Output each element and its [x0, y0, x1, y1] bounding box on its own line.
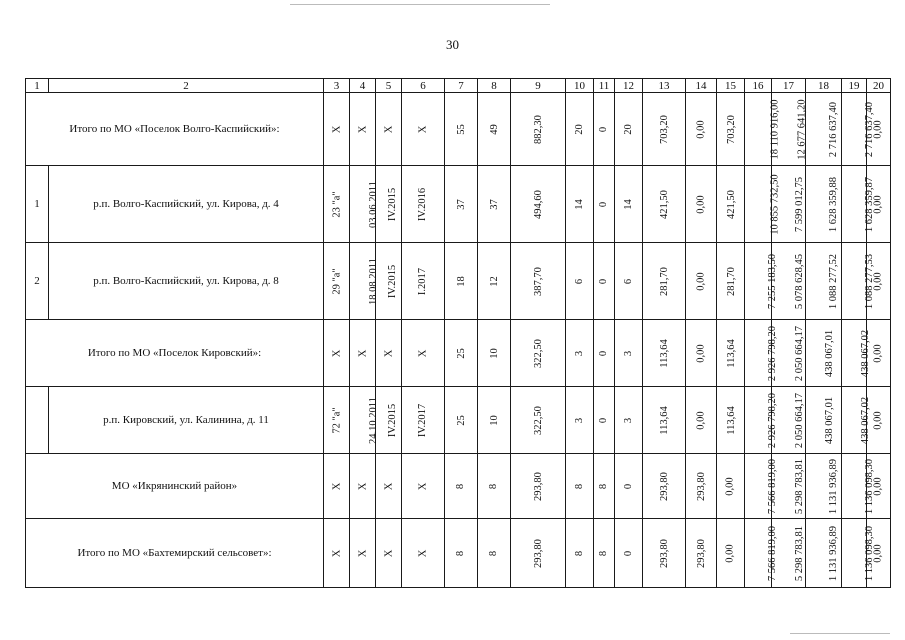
cell-text: 293,80 [658, 539, 670, 568]
cell-text: IV.2015 [387, 187, 399, 222]
value-cell [445, 320, 478, 387]
cell-text: 0,00 [695, 344, 707, 363]
table-row [26, 387, 891, 454]
column-number: 1 [26, 79, 49, 93]
cell-text: X [417, 549, 429, 558]
address-cell: р.п. Волго-Каспийский, ул. Кирова, д. 4 [49, 166, 324, 243]
cell-text: 281,70 [725, 267, 737, 296]
row-number [26, 387, 49, 454]
cell-text: 494,60 [532, 190, 544, 219]
column-number: 3 [324, 79, 350, 93]
value-cell [842, 387, 872, 454]
value-cell [806, 387, 842, 454]
cell-text: 703,20 [725, 115, 737, 144]
total-row [26, 454, 891, 519]
cell-text: 113,64 [725, 406, 737, 435]
column-number: 10 [566, 79, 594, 93]
cell-text: 5 298 783,81 [794, 525, 806, 582]
value-cell [842, 93, 876, 166]
column-number: 17 [772, 79, 806, 93]
value-cell [717, 93, 745, 166]
cell-text: 20 [574, 124, 585, 135]
value-cell [594, 320, 615, 387]
total-row [26, 93, 891, 166]
value-cell [324, 454, 350, 519]
cell-text: 387,70 [532, 267, 544, 296]
cell-text: IV.2015 [387, 264, 399, 299]
cell-text: 10 [488, 415, 500, 426]
cell-text: X [383, 125, 394, 134]
value-cell [842, 166, 876, 243]
value-cell [350, 320, 376, 387]
value-cell [376, 454, 402, 519]
value-cell [643, 93, 686, 166]
cell-text: 03.06.2011 [367, 181, 379, 228]
column-number: 11 [594, 79, 615, 93]
page-number: 30 [446, 37, 459, 52]
column-number: 14 [686, 79, 717, 93]
cell-text: 8 [574, 550, 585, 557]
cell-text: 0,00 [873, 120, 884, 139]
value-cell [324, 387, 350, 454]
cell-text: 2 716 637,40 [864, 101, 876, 158]
value-cell [402, 387, 445, 454]
register-table [25, 78, 891, 588]
cell-text: 6 [623, 278, 634, 285]
cell-text: 438 067,02 [860, 396, 872, 445]
cell-text: 703,20 [658, 115, 670, 144]
value-cell [350, 243, 379, 320]
value-cell [376, 387, 402, 454]
cell-text: 7 566 819,00 [767, 525, 779, 582]
cell-text: 322,50 [532, 339, 544, 368]
cell-text: I.2017 [417, 267, 429, 296]
table-body [26, 79, 891, 588]
cell-text: 72 "а" [331, 407, 343, 434]
value-cell [806, 93, 842, 166]
cell-text: 24.10.2011 [367, 397, 379, 444]
value-cell [745, 93, 781, 166]
cell-text: X [357, 349, 368, 358]
value-cell [478, 454, 511, 519]
value-cell [717, 454, 745, 519]
value-cell [324, 166, 350, 243]
value-cell [643, 243, 686, 320]
cell-text: 0 [598, 126, 610, 133]
column-number: 16 [745, 79, 772, 93]
cell-text: 421,50 [658, 190, 670, 219]
cell-text: 0,00 [695, 120, 707, 139]
value-cell [717, 519, 745, 588]
value-cell [615, 93, 643, 166]
value-cell [376, 519, 402, 588]
value-cell [445, 454, 478, 519]
value-cell [594, 166, 615, 243]
value-cell [745, 519, 779, 588]
value-cell [717, 320, 745, 387]
cell-text: X [417, 482, 429, 491]
value-cell [445, 243, 478, 320]
cell-text: 49 [488, 124, 500, 135]
cell-text: 2 050 664,17 [794, 325, 806, 382]
column-number: 2 [49, 79, 324, 93]
cell-text: 293,80 [532, 472, 544, 501]
value-cell [594, 454, 615, 519]
cell-text: 2 716 637,40 [828, 101, 840, 158]
cell-text: 0 [598, 201, 610, 208]
value-cell [478, 519, 511, 588]
value-cell [324, 519, 350, 588]
value-cell [745, 454, 779, 519]
column-number-row [26, 79, 891, 93]
value-cell [686, 243, 717, 320]
cell-text: 293,80 [695, 472, 707, 501]
value-cell [324, 320, 350, 387]
cell-text: 5 298 783,81 [794, 458, 806, 515]
value-cell [376, 166, 402, 243]
cell-text: 0,00 [695, 411, 707, 430]
cell-text: 0,00 [695, 272, 707, 291]
cell-text: 882,30 [532, 115, 544, 144]
cell-text: 0,00 [873, 477, 884, 496]
value-cell [806, 243, 842, 320]
cell-text: 0 [598, 417, 610, 424]
value-cell [511, 519, 566, 588]
value-cell [566, 166, 594, 243]
cell-text: 5 078 628,45 [794, 253, 806, 310]
table-row [26, 243, 891, 320]
value-cell [686, 387, 717, 454]
value-cell [402, 243, 445, 320]
column-number: 13 [643, 79, 686, 93]
cell-text: 8 [488, 483, 500, 490]
cell-text: X [417, 125, 429, 134]
cell-text: X [331, 549, 342, 558]
cell-text: 3 [623, 350, 634, 357]
value-cell [478, 387, 511, 454]
cell-text: 1 136 098,30 [864, 525, 876, 582]
value-cell [806, 166, 842, 243]
value-cell [324, 243, 350, 320]
value-cell [511, 454, 566, 519]
value-cell [806, 320, 842, 387]
cell-text: X [417, 349, 429, 358]
value-cell [842, 320, 872, 387]
cell-text: 8 [598, 483, 610, 490]
cell-text: 55 [455, 124, 467, 135]
cell-text: 0 [623, 483, 634, 490]
cell-text: 3 [574, 417, 585, 424]
value-cell [511, 93, 566, 166]
table-row [26, 166, 891, 243]
cell-text: 2 926 798,20 [767, 392, 779, 449]
cell-text: 322,50 [532, 406, 544, 435]
value-cell [615, 387, 643, 454]
cell-text: 1 088 277,52 [828, 253, 840, 310]
value-cell [686, 320, 717, 387]
cell-text: X [331, 349, 342, 358]
row-label: Итого по МО «Поселок Волго-Каспийский»: [26, 93, 324, 166]
cell-text: 0 [598, 278, 610, 285]
value-cell [594, 519, 615, 588]
value-cell [615, 519, 643, 588]
value-cell [717, 243, 745, 320]
value-cell [594, 387, 615, 454]
value-cell [324, 93, 350, 166]
cell-text: 29 "а" [331, 268, 343, 295]
value-cell [745, 320, 779, 387]
value-cell [511, 243, 566, 320]
value-cell [566, 454, 594, 519]
address-cell: р.п. Кировский, ул. Калинина, д. 11 [49, 387, 324, 454]
cell-text: 1 088 277,53 [864, 253, 876, 310]
cell-text: 23 "а" [331, 191, 343, 218]
value-cell [643, 519, 686, 588]
value-cell [842, 454, 876, 519]
total-row [26, 320, 891, 387]
cell-text: X [383, 349, 394, 358]
value-cell [511, 320, 566, 387]
value-cell [445, 93, 478, 166]
value-cell [806, 454, 842, 519]
cell-text: 2 050 664,17 [794, 392, 806, 449]
cell-text: 281,70 [658, 267, 670, 296]
address-cell: р.п. Волго-Каспийский, ул. Кирова, д. 8 [49, 243, 324, 320]
value-cell [566, 93, 594, 166]
cell-text: 8 [455, 483, 467, 490]
cell-text: 18 110 916,00 [769, 99, 781, 160]
cell-text: 1 628 359,88 [828, 176, 840, 233]
cell-text: 7 255 183,50 [767, 253, 779, 310]
cell-text: 0,00 [873, 544, 884, 563]
value-cell [376, 243, 402, 320]
value-cell [717, 387, 745, 454]
value-cell [686, 454, 717, 519]
value-cell [445, 387, 478, 454]
value-cell [686, 166, 717, 243]
cell-text: 20 [623, 124, 634, 135]
scan-edge-line-bottom [790, 633, 890, 634]
cell-text: X [357, 549, 368, 558]
column-number: 7 [445, 79, 478, 93]
cell-text: 1 628 359,87 [864, 176, 876, 233]
value-cell [511, 166, 566, 243]
column-number: 18 [806, 79, 842, 93]
cell-text: 7 599 012,75 [794, 176, 806, 233]
column-number: 12 [615, 79, 643, 93]
cell-text: 438 067,01 [824, 329, 836, 378]
value-cell [806, 519, 842, 588]
cell-text: 3 [623, 417, 634, 424]
value-cell [643, 387, 686, 454]
cell-text: 12 677 641,20 [796, 99, 808, 160]
value-cell [478, 93, 511, 166]
row-label: Итого по МО «Поселок Кировский»: [26, 320, 324, 387]
cell-text: 2 926 798,20 [767, 325, 779, 382]
cell-text: 0 [598, 350, 610, 357]
cell-text: 0,00 [725, 477, 736, 496]
cell-text: 14 [574, 199, 585, 210]
value-cell [402, 166, 445, 243]
cell-text: 438 067,01 [824, 396, 836, 445]
value-cell [350, 166, 379, 243]
value-cell [594, 243, 615, 320]
value-cell [745, 243, 779, 320]
value-cell [350, 454, 376, 519]
value-cell [566, 519, 594, 588]
cell-text: 18 [455, 276, 467, 287]
row-number: 2 [26, 243, 49, 320]
value-cell [717, 166, 745, 243]
scan-edge-line-top [290, 4, 550, 5]
value-cell [376, 93, 402, 166]
cell-text: 113,64 [658, 406, 670, 435]
value-cell [445, 166, 478, 243]
value-cell [566, 243, 594, 320]
value-cell [478, 166, 511, 243]
cell-text: 37 [488, 199, 500, 210]
cell-text: 37 [455, 199, 467, 210]
cell-text: 0,00 [725, 544, 736, 563]
cell-text: 1 131 936,89 [828, 525, 840, 582]
cell-text: 25 [455, 348, 467, 359]
row-number: 1 [26, 166, 49, 243]
value-cell [842, 243, 876, 320]
value-cell [643, 166, 686, 243]
value-cell [402, 320, 445, 387]
value-cell [350, 93, 376, 166]
cell-text: 6 [574, 278, 585, 285]
value-cell [350, 519, 376, 588]
cell-text: 0,00 [873, 272, 884, 291]
cell-text: IV.2017 [417, 403, 429, 438]
cell-text: 0 [623, 550, 634, 557]
cell-text: 0,00 [873, 411, 884, 430]
value-cell [615, 243, 643, 320]
cell-text: 1 136 098,30 [864, 458, 876, 515]
column-number: 6 [402, 79, 445, 93]
value-cell [376, 320, 402, 387]
value-cell [566, 387, 594, 454]
value-cell [594, 93, 615, 166]
value-cell [615, 166, 643, 243]
cell-text: X [331, 125, 342, 134]
cell-text: 293,80 [532, 539, 544, 568]
cell-text: 8 [598, 550, 610, 557]
value-cell [445, 519, 478, 588]
value-cell [643, 320, 686, 387]
cell-text: 0,00 [873, 195, 884, 214]
row-label: Итого по МО «Бахтемирский сельсовет»: [26, 519, 324, 588]
cell-text: 0,00 [873, 344, 884, 363]
cell-text: 293,80 [695, 539, 707, 568]
cell-text: 421,50 [725, 190, 737, 219]
cell-text: 113,64 [725, 339, 737, 368]
cell-text: X [357, 125, 368, 134]
column-number: 15 [717, 79, 745, 93]
column-number: 4 [350, 79, 376, 93]
column-number: 19 [842, 79, 867, 93]
cell-text: 8 [488, 550, 500, 557]
cell-text: 293,80 [658, 472, 670, 501]
cell-text: X [357, 482, 368, 491]
value-cell [402, 454, 445, 519]
value-cell [686, 519, 717, 588]
cell-text: 1 131 936,89 [828, 458, 840, 515]
cell-text: 12 [488, 276, 500, 287]
cell-text: 438 067,02 [860, 329, 872, 378]
column-number: 8 [478, 79, 511, 93]
cell-text: 18.08.2011 [367, 258, 379, 305]
column-number: 5 [376, 79, 402, 93]
value-cell [745, 387, 779, 454]
cell-text: 10 855 732,50 [769, 174, 781, 235]
value-cell [511, 387, 566, 454]
row-label: МО «Икрянинский район» [26, 454, 324, 519]
cell-text: 8 [574, 483, 585, 490]
cell-text: 113,64 [658, 339, 670, 368]
cell-text: IV.2015 [387, 403, 399, 438]
cell-text: 7 566 819,00 [767, 458, 779, 515]
cell-text: 3 [574, 350, 585, 357]
value-cell [686, 93, 717, 166]
value-cell [478, 320, 511, 387]
cell-text: 14 [623, 199, 634, 210]
cell-text: X [383, 549, 394, 558]
column-number: 20 [867, 79, 891, 93]
cell-text: 10 [488, 348, 500, 359]
value-cell [566, 320, 594, 387]
cell-text: X [331, 482, 342, 491]
value-cell [842, 519, 876, 588]
value-cell [350, 387, 379, 454]
value-cell [402, 519, 445, 588]
cell-text: 8 [455, 550, 467, 557]
cell-text: 0,00 [695, 195, 707, 214]
value-cell [745, 166, 781, 243]
value-cell [615, 320, 643, 387]
value-cell [402, 93, 445, 166]
value-cell [615, 454, 643, 519]
value-cell [643, 454, 686, 519]
cell-text: X [383, 482, 394, 491]
value-cell [478, 243, 511, 320]
cell-text: 25 [455, 415, 467, 426]
total-row [26, 519, 891, 588]
column-number: 9 [511, 79, 566, 93]
cell-text: IV.2016 [417, 187, 429, 222]
